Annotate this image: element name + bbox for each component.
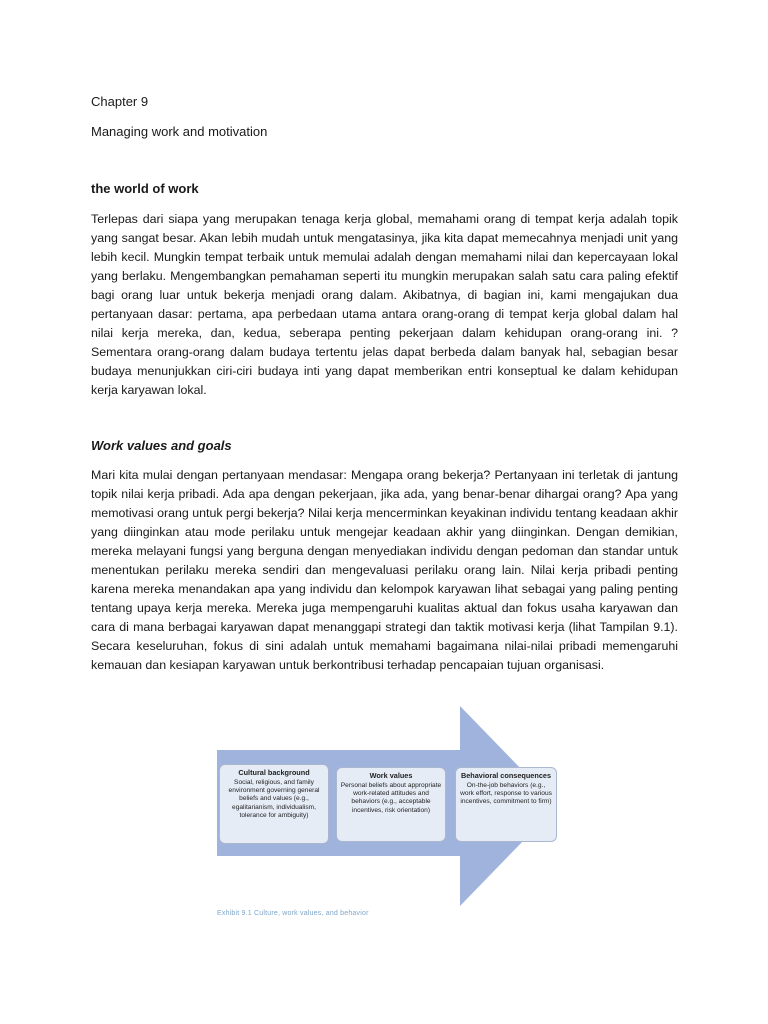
cultural-background-text: Social, religious, and family environment governing general beliefs and values (e.g., egalitarianism, individualism, tolerance for ambiguity) xyxy=(228,779,320,819)
behavioral-consequences-text: On-the-job behaviors (e.g., work effort, response to various incentives, commitment to firm) xyxy=(460,782,552,806)
paragraph-work-values: Mari kita mulai dengan pertanyaan mendasar: Mengapa orang bekerja? Pertanyaan ini terletak di jantung topik nilai kerja pribadi. Ada apa dengan pekerjaan, jika ada, yang benar-benar dihargai orang? Apa yang memotivasi orang untuk pergi bekerja? Nilai kerja mencerminkan keyakinan individu tentang keadaan akhir yang diinginkan atau mode perilaku untuk mengejar keadaan akhir yang diinginkan. Dengan demikian, mereka melayani fungsi yang berguna dengan menyediakan individu dengan pedoman dan standar untuk menentukan perilaku mereka sendiri dan mengevaluasi perilaku orang lain. Nilai kerja pribadi penting karena mereka menandakan apa yang individu dan kelompok karyawan lihat sebagai yang paling penting tentang upaya kerja mereka. Mereka juga mempengaruhi kualitas aktual dan fokus usaha karyawan dan cara di mana berbagai karyawan dapat menanggapi strategi dan taktik motivasi kerja (lihat Tampilan 9.1). Secara keseluruhan, fokus di sini adalah untuk memahami bagaimana nilai-nilai pribadi memengaruhi kemauan dan kesiapan karyawan untuk berkontribusi terhadap pencapaian tujuan organisasi. xyxy=(91,468,678,672)
chapter-title: Managing work and motivation xyxy=(91,124,268,139)
cultural-background-title: Cultural background xyxy=(238,768,310,777)
work-values-title: Work values xyxy=(369,771,413,780)
section-heading-work-values: Work values and goals xyxy=(91,438,232,453)
work-values-box xyxy=(336,767,446,842)
section-heading-world-of-work: the world of work xyxy=(91,181,199,196)
exhibit-caption: Exhibit 9.1 Culture, work values, and behavior xyxy=(217,910,369,917)
exhibit-diagram xyxy=(217,706,557,906)
paragraph-world-of-work: Terlepas dari siapa yang merupakan tenaga kerja global, memahami orang di tempat kerja adalah topik yang sangat besar. Akan lebih mudah untuk mengatasinya, jika kita dapat memecahnya menjadi unit yang lebih kecil. Mungkin tempat terbaik untuk memulai adalah dengan memahami nilai dan kepercayaan lokal yang berlaku. Mengembangkan pemahaman seperti itu mungkin merupakan salah satu cara paling efektif bagi orang luar untuk bekerja menjadi orang dalam. Akibatnya, di bagian ini, kami mengajukan dua pertanyaan dasar: pertama, apa perbedaan utama antara orang-orang di tempat kerja global dalam hal nilai kerja mereka, dan, kedua, seberapa penting pekerjaan dalam kehidupan orang-orang ini. ? Sementara orang-orang dalam budaya tertentu jelas dapat berbeda dalam banyak hal, sebagian besar budaya menunjukkan ciri-ciri budaya inti yang dapat memberikan entri konseptual ke dalam kehidupan kerja karyawan lokal. xyxy=(91,212,678,397)
work-values-text: Personal beliefs about appropriate work-related attitudes and behaviors (e.g., acceptable incentives, risk orientation) xyxy=(340,782,442,814)
behavioral-consequences-box xyxy=(455,767,557,842)
chapter-label: Chapter 9 xyxy=(91,94,149,109)
cultural-background-box xyxy=(219,764,329,844)
behavioral-consequences-title: Behavioral consequences xyxy=(460,771,552,780)
